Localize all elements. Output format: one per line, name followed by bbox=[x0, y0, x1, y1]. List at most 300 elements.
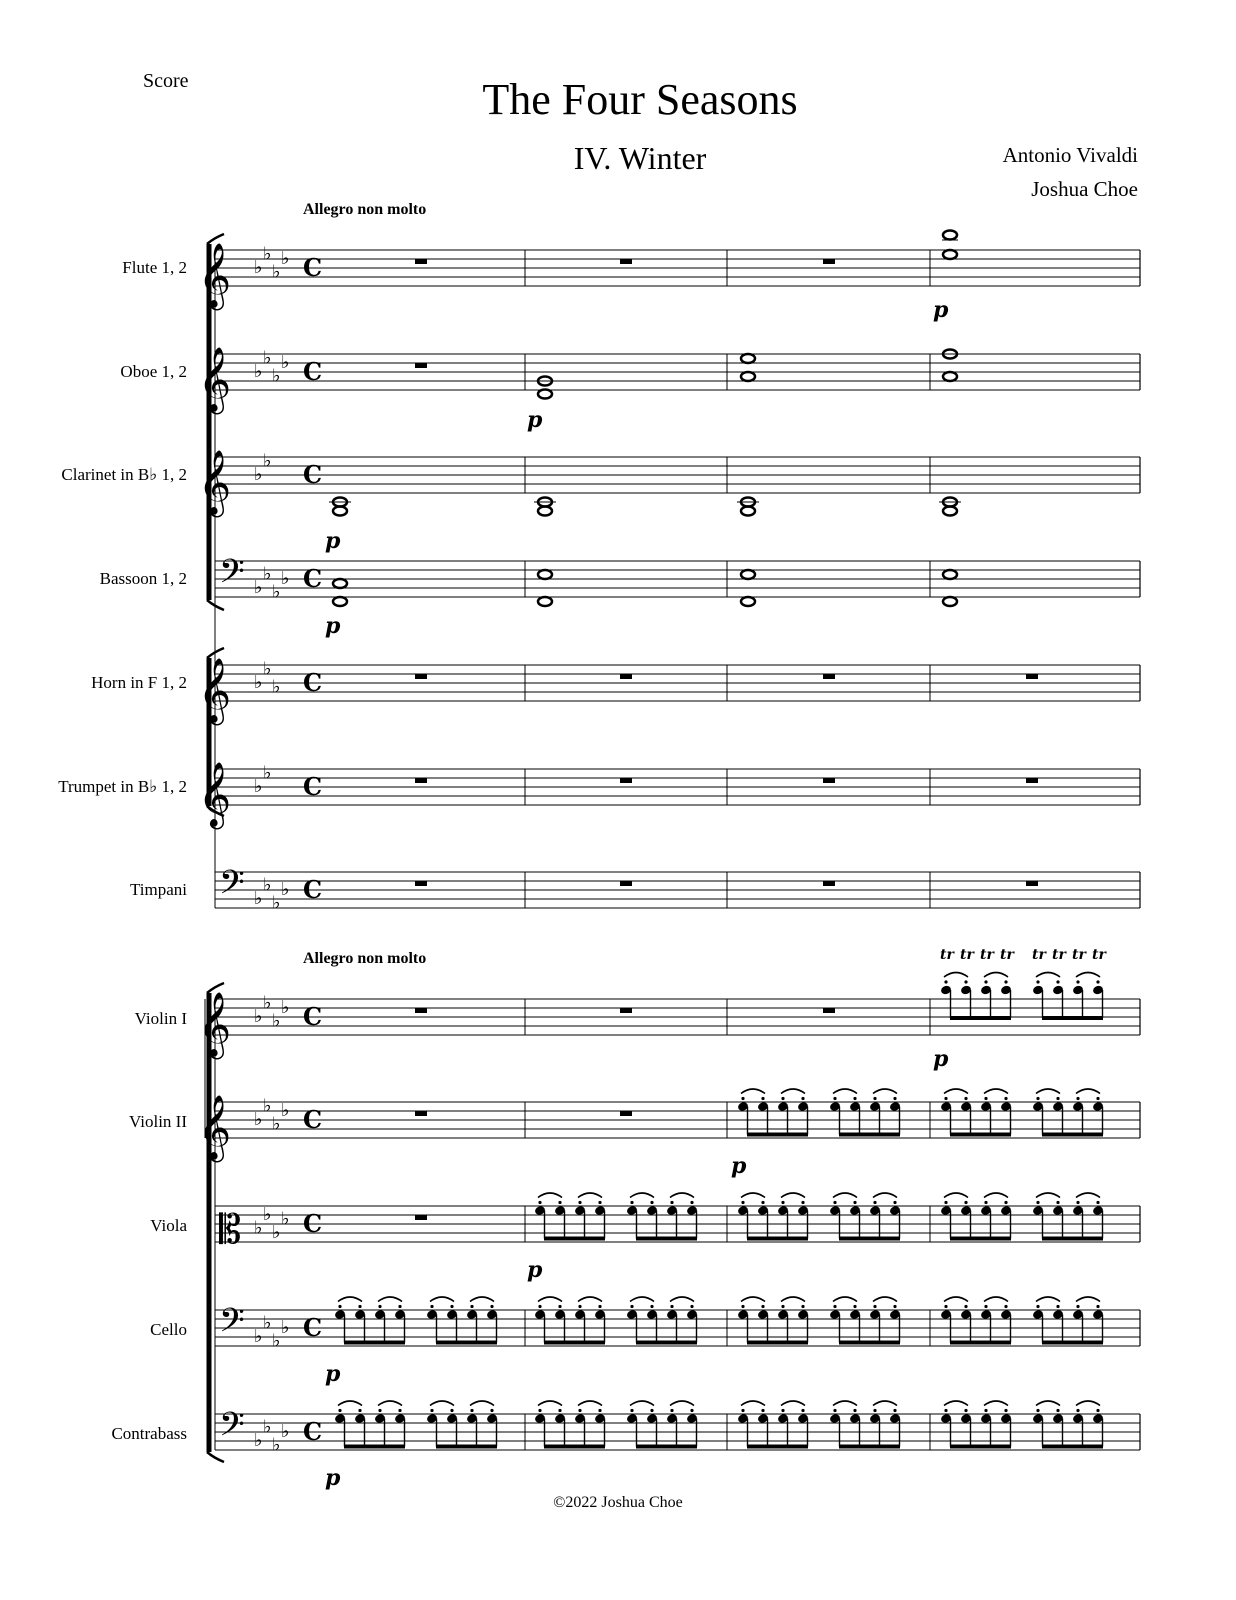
whole-rest bbox=[415, 1215, 427, 1220]
whole-rest bbox=[620, 1111, 632, 1116]
slur bbox=[1076, 1297, 1100, 1302]
staccato-dot bbox=[781, 1201, 784, 1204]
bass-clef-icon: 𝄢 bbox=[219, 1406, 245, 1452]
slur bbox=[338, 1401, 362, 1406]
trill-mark: tr bbox=[980, 947, 994, 963]
bass-clef-icon: 𝄢 bbox=[219, 553, 245, 599]
whole-note bbox=[333, 579, 347, 588]
score-label: Score bbox=[143, 70, 189, 92]
staccato-dot bbox=[538, 1305, 541, 1308]
instrument-label: Oboe 1, 2 bbox=[120, 362, 187, 381]
flat-icon: ♭ bbox=[263, 874, 272, 896]
slur bbox=[1076, 973, 1100, 978]
whole-rest bbox=[823, 881, 835, 886]
staccato-dot bbox=[598, 1409, 601, 1412]
staccato-dot bbox=[538, 1409, 541, 1412]
staccato-dot bbox=[873, 1201, 876, 1204]
flat-icon: ♭ bbox=[281, 248, 290, 269]
instrument-label: Flute 1, 2 bbox=[122, 258, 187, 277]
flat-icon: ♭ bbox=[281, 1317, 290, 1338]
slur bbox=[781, 1401, 805, 1406]
slur bbox=[670, 1193, 694, 1198]
staccato-dot bbox=[1004, 1201, 1007, 1204]
staccato-dot bbox=[470, 1409, 473, 1412]
slur bbox=[833, 1297, 857, 1302]
whole-rest bbox=[415, 1111, 427, 1116]
tempo-marking-strings: Allegro non molto bbox=[303, 950, 427, 967]
staccato-dot bbox=[893, 1201, 896, 1204]
whole-note bbox=[333, 507, 347, 516]
trill-mark: tr bbox=[1000, 947, 1014, 963]
note-beam bbox=[436, 1341, 497, 1345]
staccato-dot bbox=[873, 1305, 876, 1308]
trill-mark: tr bbox=[960, 947, 974, 963]
staccato-dot bbox=[984, 1305, 987, 1308]
slur bbox=[984, 1089, 1008, 1094]
slur bbox=[378, 1297, 402, 1302]
slur bbox=[741, 1297, 765, 1302]
staccato-dot bbox=[833, 1097, 836, 1100]
staccato-dot bbox=[690, 1201, 693, 1204]
note-beam bbox=[1042, 1133, 1103, 1137]
trill-mark: tr bbox=[1072, 947, 1086, 963]
note-beam bbox=[950, 1016, 1011, 1020]
staccato-dot bbox=[741, 1409, 744, 1412]
whole-rest bbox=[823, 259, 835, 264]
whole-note bbox=[538, 390, 552, 399]
staccato-dot bbox=[578, 1201, 581, 1204]
staccato-dot bbox=[650, 1201, 653, 1204]
slur bbox=[984, 1297, 1008, 1302]
treble-clef-icon: 𝄞 bbox=[198, 1095, 232, 1160]
whole-note bbox=[943, 372, 957, 381]
note-beam bbox=[839, 1133, 900, 1137]
staccato-dot bbox=[801, 1097, 804, 1100]
instrument-label: Violin I bbox=[134, 1009, 187, 1028]
time-signature: C bbox=[303, 1209, 323, 1238]
slur bbox=[944, 1089, 968, 1094]
slur bbox=[578, 1401, 602, 1406]
flat-icon: ♭ bbox=[254, 1006, 263, 1027]
staccato-dot bbox=[430, 1305, 433, 1308]
whole-rest bbox=[620, 259, 632, 264]
staccato-dot bbox=[853, 1305, 856, 1308]
staccato-dot bbox=[538, 1201, 541, 1204]
whole-rest bbox=[620, 1008, 632, 1013]
slur bbox=[833, 1193, 857, 1198]
slur bbox=[1036, 973, 1060, 978]
staccato-dot bbox=[781, 1305, 784, 1308]
staccato-dot bbox=[630, 1305, 633, 1308]
staccato-dot bbox=[984, 1201, 987, 1204]
staccato-dot bbox=[1056, 1097, 1059, 1100]
time-signature: C bbox=[303, 1417, 323, 1446]
note-beam bbox=[344, 1445, 405, 1449]
treble-clef-icon: 𝄞 bbox=[198, 347, 232, 412]
staccato-dot bbox=[801, 1201, 804, 1204]
slur bbox=[538, 1193, 562, 1198]
note-beam bbox=[1042, 1341, 1103, 1345]
flat-icon: ♭ bbox=[254, 672, 263, 693]
staccato-dot bbox=[670, 1409, 673, 1412]
slur bbox=[741, 1089, 765, 1094]
slur bbox=[630, 1297, 654, 1302]
staccato-dot bbox=[781, 1097, 784, 1100]
note-beam bbox=[839, 1237, 900, 1241]
staccato-dot bbox=[741, 1305, 744, 1308]
staccato-dot bbox=[1096, 1201, 1099, 1204]
staccato-dot bbox=[1096, 1409, 1099, 1412]
instrument-label: Violin II bbox=[129, 1112, 187, 1131]
staccato-dot bbox=[944, 1201, 947, 1204]
flat-icon: ♭ bbox=[281, 1208, 290, 1230]
whole-rest bbox=[823, 778, 835, 783]
flat-icon: ♭ bbox=[263, 1095, 272, 1117]
staccato-dot bbox=[964, 980, 967, 983]
arranger-name: Joshua Choe bbox=[1031, 177, 1138, 201]
staccato-dot bbox=[1036, 1097, 1039, 1100]
flat-icon: ♭ bbox=[263, 658, 272, 680]
staccato-dot bbox=[984, 980, 987, 983]
staccato-dot bbox=[558, 1201, 561, 1204]
slur bbox=[781, 1193, 805, 1198]
staccato-dot bbox=[358, 1305, 361, 1308]
note-beam bbox=[747, 1341, 808, 1345]
staccato-dot bbox=[490, 1305, 493, 1308]
slur bbox=[781, 1089, 805, 1094]
staccato-dot bbox=[598, 1305, 601, 1308]
staccato-dot bbox=[761, 1201, 764, 1204]
slur bbox=[1076, 1193, 1100, 1198]
whole-rest bbox=[1026, 778, 1038, 783]
whole-note bbox=[943, 507, 957, 516]
whole-rest bbox=[1026, 674, 1038, 679]
flat-icon: ♭ bbox=[254, 776, 263, 797]
dynamic-mark: p bbox=[933, 1046, 949, 1072]
staccato-dot bbox=[1004, 1097, 1007, 1100]
note-beam bbox=[839, 1445, 900, 1449]
staccato-dot bbox=[430, 1409, 433, 1412]
whole-note bbox=[943, 231, 957, 240]
staccato-dot bbox=[450, 1409, 453, 1412]
staccato-dot bbox=[944, 1097, 947, 1100]
staccato-dot bbox=[1036, 1409, 1039, 1412]
staccato-dot bbox=[378, 1409, 381, 1412]
bass-clef-icon: 𝄢 bbox=[219, 1302, 245, 1348]
staccato-dot bbox=[1096, 1097, 1099, 1100]
instrument-label: Clarinet in B♭ 1, 2 bbox=[61, 465, 187, 484]
time-signature: C bbox=[303, 253, 323, 282]
dynamic-mark: p bbox=[527, 1257, 543, 1283]
flat-icon: ♭ bbox=[254, 577, 263, 598]
staccato-dot bbox=[801, 1409, 804, 1412]
note-beam bbox=[436, 1445, 497, 1449]
staccato-dot bbox=[893, 1097, 896, 1100]
staccato-dot bbox=[558, 1305, 561, 1308]
slur bbox=[741, 1193, 765, 1198]
trill-mark: tr bbox=[1052, 947, 1066, 963]
staccato-dot bbox=[650, 1409, 653, 1412]
slur bbox=[984, 973, 1008, 978]
dynamic-mark: p bbox=[325, 613, 341, 639]
staccato-dot bbox=[1056, 1409, 1059, 1412]
dynamic-mark: p bbox=[527, 407, 543, 433]
time-signature: C bbox=[303, 460, 323, 489]
staccato-dot bbox=[1056, 1305, 1059, 1308]
staccato-dot bbox=[833, 1409, 836, 1412]
treble-clef-icon: 𝄞 bbox=[198, 992, 232, 1057]
slur bbox=[1076, 1401, 1100, 1406]
staccato-dot bbox=[490, 1409, 493, 1412]
note-beam bbox=[747, 1445, 808, 1449]
staccato-dot bbox=[670, 1201, 673, 1204]
dynamic-mark: p bbox=[325, 1361, 341, 1387]
staccato-dot bbox=[1036, 1305, 1039, 1308]
slur bbox=[338, 1297, 362, 1302]
slur bbox=[430, 1297, 454, 1302]
flat-icon: ♭ bbox=[263, 243, 272, 265]
staccato-dot bbox=[630, 1409, 633, 1412]
staccato-dot bbox=[833, 1201, 836, 1204]
whole-rest bbox=[1026, 881, 1038, 886]
staccato-dot bbox=[1076, 1305, 1079, 1308]
note-beam bbox=[747, 1133, 808, 1137]
flat-icon: ♭ bbox=[254, 1109, 263, 1130]
time-signature: C bbox=[303, 875, 323, 904]
note-beam bbox=[839, 1341, 900, 1345]
flat-icon: ♭ bbox=[254, 1217, 263, 1239]
slur bbox=[670, 1297, 694, 1302]
flat-icon: ♭ bbox=[263, 1204, 272, 1225]
trill-mark: tr bbox=[1032, 947, 1046, 963]
time-signature: C bbox=[303, 1002, 323, 1031]
note-beam bbox=[344, 1341, 405, 1345]
staccato-dot bbox=[558, 1409, 561, 1412]
whole-note bbox=[741, 597, 755, 606]
staccato-dot bbox=[398, 1409, 401, 1412]
whole-rest bbox=[415, 674, 427, 679]
staccato-dot bbox=[761, 1409, 764, 1412]
flat-icon: ♭ bbox=[272, 892, 281, 914]
composer-name: Antonio Vivaldi bbox=[1002, 143, 1138, 167]
staccato-dot bbox=[873, 1409, 876, 1412]
staccato-dot bbox=[690, 1305, 693, 1308]
flat-icon: ♭ bbox=[263, 1416, 272, 1438]
staccato-dot bbox=[630, 1201, 633, 1204]
slur bbox=[670, 1401, 694, 1406]
slur bbox=[833, 1089, 857, 1094]
staccato-dot bbox=[944, 1305, 947, 1308]
staccato-dot bbox=[358, 1409, 361, 1412]
flat-icon: ♭ bbox=[281, 352, 290, 373]
page-title: The Four Seasons bbox=[482, 75, 798, 124]
staccato-dot bbox=[470, 1305, 473, 1308]
whole-rest bbox=[415, 363, 427, 368]
note-beam bbox=[950, 1237, 1011, 1241]
slur bbox=[578, 1193, 602, 1198]
staccato-dot bbox=[1056, 1201, 1059, 1204]
note-beam bbox=[544, 1237, 605, 1241]
treble-clef-icon: 𝄞 bbox=[198, 658, 232, 723]
flat-icon: ♭ bbox=[272, 676, 281, 698]
slur bbox=[873, 1297, 897, 1302]
time-signature: C bbox=[303, 1313, 323, 1342]
staccato-dot bbox=[1076, 1097, 1079, 1100]
staccato-dot bbox=[1036, 980, 1039, 983]
slur bbox=[741, 1401, 765, 1406]
staccato-dot bbox=[833, 1305, 836, 1308]
whole-note bbox=[538, 507, 552, 516]
note-beam bbox=[1042, 1016, 1103, 1020]
strings-bracket-cap bbox=[207, 1452, 224, 1462]
instrument-label: Cello bbox=[150, 1320, 187, 1339]
flat-icon: ♭ bbox=[281, 879, 290, 900]
slur bbox=[833, 1401, 857, 1406]
flat-icon: ♭ bbox=[272, 261, 281, 283]
flat-icon: ♭ bbox=[272, 1434, 281, 1456]
staccato-dot bbox=[853, 1201, 856, 1204]
staccato-dot bbox=[964, 1201, 967, 1204]
staccato-dot bbox=[398, 1305, 401, 1308]
dynamic-mark: p bbox=[325, 528, 341, 554]
note-beam bbox=[950, 1133, 1011, 1137]
staccato-dot bbox=[1076, 980, 1079, 983]
slur bbox=[873, 1089, 897, 1094]
staccato-dot bbox=[598, 1201, 601, 1204]
whole-note bbox=[741, 570, 755, 579]
whole-rest bbox=[823, 674, 835, 679]
slur bbox=[873, 1193, 897, 1198]
flat-icon: ♭ bbox=[281, 1421, 290, 1442]
whole-note bbox=[943, 570, 957, 579]
time-signature: C bbox=[303, 668, 323, 697]
flat-icon: ♭ bbox=[272, 1113, 281, 1135]
staccato-dot bbox=[1036, 1201, 1039, 1204]
instrument-label: Bassoon 1, 2 bbox=[99, 569, 187, 588]
flat-icon: ♭ bbox=[263, 992, 272, 1014]
flat-icon: ♭ bbox=[263, 762, 272, 784]
whole-note bbox=[333, 597, 347, 606]
staccato-dot bbox=[378, 1305, 381, 1308]
dynamic-mark: p bbox=[933, 297, 949, 323]
flat-icon: ♭ bbox=[272, 581, 281, 603]
slur bbox=[984, 1401, 1008, 1406]
slur bbox=[578, 1297, 602, 1302]
staccato-dot bbox=[741, 1201, 744, 1204]
slur bbox=[470, 1401, 494, 1406]
staccato-dot bbox=[1096, 1305, 1099, 1308]
staccato-dot bbox=[450, 1305, 453, 1308]
slur bbox=[378, 1401, 402, 1406]
slur bbox=[1036, 1193, 1060, 1198]
note-beam bbox=[544, 1341, 605, 1345]
flat-icon: ♭ bbox=[254, 1430, 263, 1451]
flat-icon: ♭ bbox=[254, 888, 263, 909]
slur bbox=[630, 1193, 654, 1198]
slur bbox=[538, 1297, 562, 1302]
staccato-dot bbox=[741, 1097, 744, 1100]
staccato-dot bbox=[1076, 1409, 1079, 1412]
slur bbox=[984, 1193, 1008, 1198]
staccato-dot bbox=[650, 1305, 653, 1308]
slur bbox=[944, 973, 968, 978]
whole-note bbox=[741, 507, 755, 516]
flat-icon: ♭ bbox=[254, 464, 263, 485]
note-beam bbox=[544, 1445, 605, 1449]
dynamic-mark: p bbox=[325, 1465, 341, 1491]
flat-icon: ♭ bbox=[263, 347, 272, 369]
whole-rest bbox=[620, 881, 632, 886]
treble-clef-icon: 𝄞 bbox=[198, 243, 232, 308]
instrument-label: Viola bbox=[150, 1216, 187, 1235]
flat-icon: ♭ bbox=[254, 1326, 263, 1347]
bass-clef-icon: 𝄢 bbox=[219, 864, 245, 910]
slur bbox=[944, 1193, 968, 1198]
treble-clef-icon: 𝄞 bbox=[198, 450, 232, 515]
staccato-dot bbox=[964, 1305, 967, 1308]
flat-icon: ♭ bbox=[281, 568, 290, 589]
slur bbox=[470, 1297, 494, 1302]
staccato-dot bbox=[873, 1097, 876, 1100]
staccato-dot bbox=[1076, 1201, 1079, 1204]
staccato-dot bbox=[944, 980, 947, 983]
slur bbox=[430, 1401, 454, 1406]
staccato-dot bbox=[964, 1409, 967, 1412]
treble-clef-icon: 𝄞 bbox=[198, 762, 232, 827]
copyright-notice: ©2022 Joshua Choe bbox=[553, 1494, 683, 1511]
staccato-dot bbox=[1004, 1409, 1007, 1412]
flat-icon: ♭ bbox=[272, 1010, 281, 1032]
staccato-dot bbox=[1004, 980, 1007, 983]
slur bbox=[873, 1401, 897, 1406]
slur bbox=[1036, 1401, 1060, 1406]
staccato-dot bbox=[1004, 1305, 1007, 1308]
staccato-dot bbox=[853, 1409, 856, 1412]
staccato-dot bbox=[964, 1097, 967, 1100]
staccato-dot bbox=[984, 1097, 987, 1100]
staccato-dot bbox=[1056, 980, 1059, 983]
slur bbox=[538, 1401, 562, 1406]
note-beam bbox=[1042, 1445, 1103, 1449]
time-signature: C bbox=[303, 357, 323, 386]
staccato-dot bbox=[944, 1409, 947, 1412]
dynamic-mark: p bbox=[731, 1153, 747, 1179]
note-beam bbox=[950, 1445, 1011, 1449]
staccato-dot bbox=[893, 1305, 896, 1308]
flat-icon: ♭ bbox=[263, 450, 272, 472]
whole-note bbox=[538, 597, 552, 606]
note-beam bbox=[747, 1237, 808, 1241]
staccato-dot bbox=[338, 1409, 341, 1412]
slur bbox=[1076, 1089, 1100, 1094]
staccato-dot bbox=[670, 1305, 673, 1308]
flat-icon: ♭ bbox=[272, 1222, 281, 1243]
slur bbox=[944, 1297, 968, 1302]
whole-note bbox=[943, 597, 957, 606]
staccato-dot bbox=[984, 1409, 987, 1412]
note-beam bbox=[950, 1341, 1011, 1345]
flat-icon: ♭ bbox=[254, 257, 263, 278]
flat-icon: ♭ bbox=[272, 365, 281, 387]
flat-icon: ♭ bbox=[281, 997, 290, 1018]
instrument-label: Timpani bbox=[129, 880, 187, 899]
trill-mark: tr bbox=[940, 947, 954, 963]
flat-icon: ♭ bbox=[281, 1100, 290, 1121]
staccato-dot bbox=[578, 1409, 581, 1412]
whole-rest bbox=[415, 778, 427, 783]
alto-clef-icon: 𝄡 bbox=[219, 1207, 242, 1253]
whole-rest bbox=[620, 674, 632, 679]
